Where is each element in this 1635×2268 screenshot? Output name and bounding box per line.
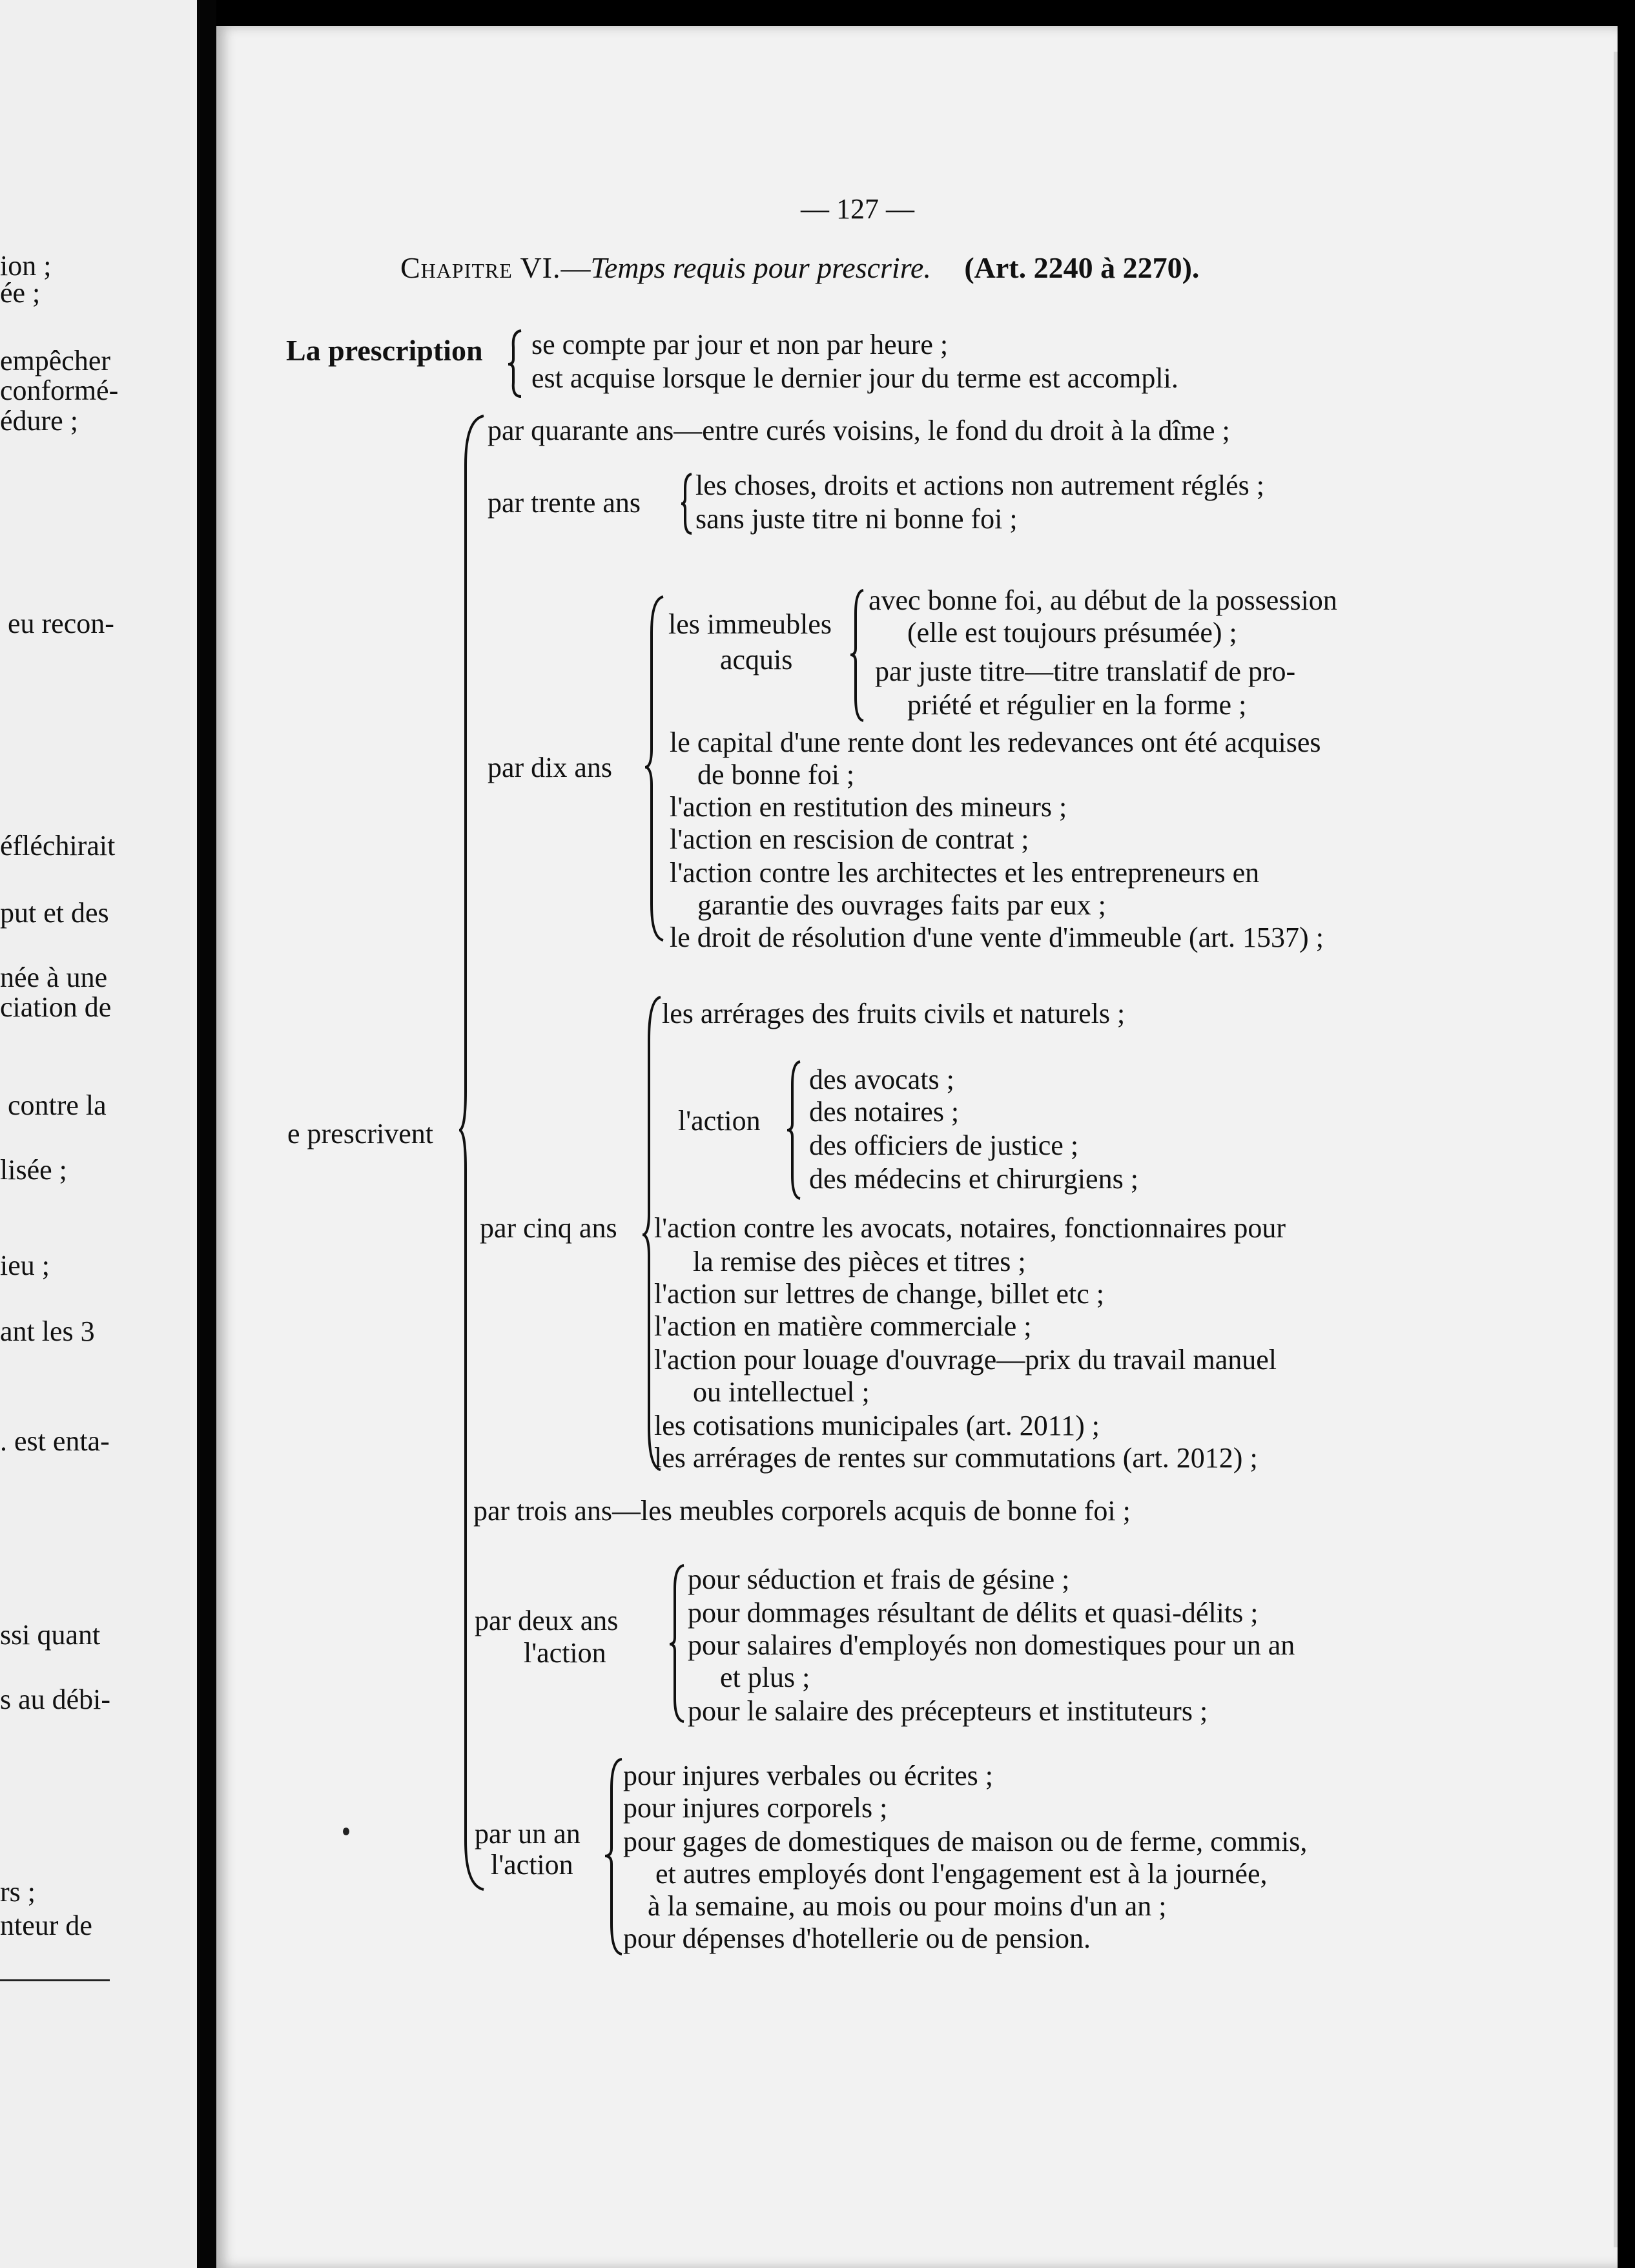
deux-item: et plus ; xyxy=(720,1662,810,1693)
dix-item: de bonne foi ; xyxy=(697,759,855,790)
deux-item: pour séduction et frais de gésine ; xyxy=(688,1563,1070,1595)
un-item: pour gages de domestiques de maison ou de ferme, commis, xyxy=(623,1826,1308,1857)
main-label: e prescrivent xyxy=(287,1118,433,1149)
immeubles-item: priété et régulier en la forme ; xyxy=(907,689,1247,721)
dix-item: le capital d'une rente dont les redevances ont été acquises xyxy=(670,727,1321,758)
trente-label: par trente ans xyxy=(488,487,641,519)
cinq-label: par cinq ans xyxy=(480,1212,617,1244)
quarante-line: par quarante ans—entre curés voisins, le fond du droit à la dîme ; xyxy=(488,415,1230,446)
immeubles-item: (elle est toujours présumée) ; xyxy=(907,617,1237,648)
cinq-item: ou intellectuel ; xyxy=(693,1376,870,1408)
un-item: pour injures verbales ou écrites ; xyxy=(623,1760,994,1791)
brace-intro xyxy=(507,328,526,399)
un-item: et autres employés dont l'engagement est à la journée, xyxy=(655,1858,1268,1890)
left-fragment: . est enta- xyxy=(0,1425,110,1457)
trente-item: sans juste titre ni bonne foi ; xyxy=(695,503,1018,535)
left-fragment: ant les 3 xyxy=(0,1315,95,1347)
left-fragment: lisée ; xyxy=(0,1154,67,1186)
dix-item: le droit de résolution d'une vente d'immeuble (art. 1537) ; xyxy=(670,922,1324,953)
brace-deux xyxy=(668,1563,688,1724)
left-fragment: conformé- xyxy=(0,375,119,406)
left-fragment: eu recon- xyxy=(8,608,114,639)
dix-item: l'action en rescision de contrat ; xyxy=(670,823,1029,855)
left-fragment: ion ; xyxy=(0,250,52,282)
left-fragment: édure ; xyxy=(0,405,78,437)
un-item: pour dépenses d'hotellerie ou de pension. xyxy=(623,1923,1091,1954)
cinq-first: les arrérages des fruits civils et naturels ; xyxy=(662,998,1126,1029)
cinq-action-label: l'action xyxy=(678,1105,761,1137)
cinq-item: les arrérages de rentes sur commutations (art. 2012) ; xyxy=(654,1442,1258,1474)
book-gutter xyxy=(197,0,216,2268)
cinq-action-item: des avocats ; xyxy=(809,1064,954,1095)
left-fragment: ssi quant xyxy=(0,1619,101,1651)
deux-item: pour salaires d'employés non domestiques pour un an xyxy=(688,1629,1295,1661)
left-fragment: nteur de xyxy=(0,1910,92,1941)
left-fragment: contre la xyxy=(8,1089,107,1121)
left-fragment: ciation de xyxy=(0,991,112,1023)
un-label: par un an xyxy=(475,1818,581,1850)
page-number: — 127 — xyxy=(801,193,914,225)
immeubles-item: par juste titre—titre translatif de pro- xyxy=(875,655,1296,687)
chapter-heading xyxy=(400,253,1199,283)
un-label: l'action xyxy=(491,1849,573,1881)
cinq-item: la remise des pièces et titres ; xyxy=(693,1246,1026,1277)
brace-un xyxy=(604,1757,626,1957)
dix-item: garantie des ouvrages faits par eux ; xyxy=(697,889,1106,921)
trois-line: par trois ans—les meubles corporels acquis de bonne foi ; xyxy=(473,1495,1131,1527)
cinq-action-item: des officiers de justice ; xyxy=(809,1129,1079,1161)
left-fragment: ieu ; xyxy=(0,1250,50,1281)
immeubles-label: les immeubles xyxy=(668,608,832,640)
left-fragment: éfléchirait xyxy=(0,830,116,861)
intro-line: est acquise lorsque le dernier jour du terme est accompli. xyxy=(531,362,1178,394)
left-fragment: née à une xyxy=(0,962,108,993)
cinq-item: l'action en matière commerciale ; xyxy=(654,1310,1032,1342)
brace-immeubles xyxy=(849,588,867,723)
deux-label: par deux ans xyxy=(475,1605,619,1636)
cinq-item: l'action sur lettres de change, billet etc ; xyxy=(654,1278,1104,1310)
brace-dix xyxy=(643,594,668,943)
un-item: à la semaine, au mois ou pour moins d'un an ; xyxy=(648,1890,1167,1922)
dix-item: l'action en restitution des mineurs ; xyxy=(670,791,1067,823)
intro-line: se compte par jour et non par heure ; xyxy=(531,329,949,360)
deux-item: pour dommages résultant de délits et quasi-délits ; xyxy=(688,1597,1259,1629)
cinq-action-item: des médecins et chirurgiens ; xyxy=(809,1163,1138,1195)
cinq-item: les cotisations municipales (art. 2011) ; xyxy=(654,1410,1100,1441)
trente-item: les choses, droits et actions non autrement réglés ; xyxy=(695,469,1264,501)
chapter-articles: (Art. 2240 à 2270). xyxy=(964,251,1200,284)
chapter-label: Chapitre VI. xyxy=(400,251,561,284)
brace-main xyxy=(457,413,489,1892)
left-fragment: put et des xyxy=(0,897,109,929)
ink-dot xyxy=(343,1828,349,1835)
left-page xyxy=(0,0,197,2268)
left-fragment: empêcher xyxy=(0,345,110,376)
deux-label: l'action xyxy=(524,1637,606,1669)
brace-cinq-action xyxy=(786,1059,804,1201)
left-page-rule xyxy=(0,1979,110,1981)
cinq-item: l'action pour louage d'ouvrage—prix du travail manuel xyxy=(654,1344,1277,1376)
cinq-action-item: des notaires ; xyxy=(809,1096,960,1128)
un-item: pour injures corporels ; xyxy=(623,1792,888,1824)
cinq-item: l'action contre les avocats, notaires, fonctionnaires pour xyxy=(654,1212,1286,1244)
left-fragment: rs ; xyxy=(0,1876,36,1908)
right-page xyxy=(216,26,1618,2268)
immeubles-item: avec bonne foi, au début de la possession xyxy=(869,584,1337,616)
deux-item: pour le salaire des précepteurs et instituteurs ; xyxy=(688,1695,1208,1727)
prescription-term: La prescription xyxy=(286,334,483,367)
left-fragment: s au débi- xyxy=(0,1684,111,1715)
immeubles-label: acquis xyxy=(720,644,793,675)
brace-trente xyxy=(680,471,695,536)
dix-item: l'action contre les architectes et les entrepreneurs en xyxy=(670,857,1260,889)
left-fragment: ée ; xyxy=(0,277,41,309)
dix-label: par dix ans xyxy=(488,752,613,783)
chapter-dash: — xyxy=(560,251,591,284)
chapter-title: Temps requis pour prescrire. xyxy=(590,251,931,284)
